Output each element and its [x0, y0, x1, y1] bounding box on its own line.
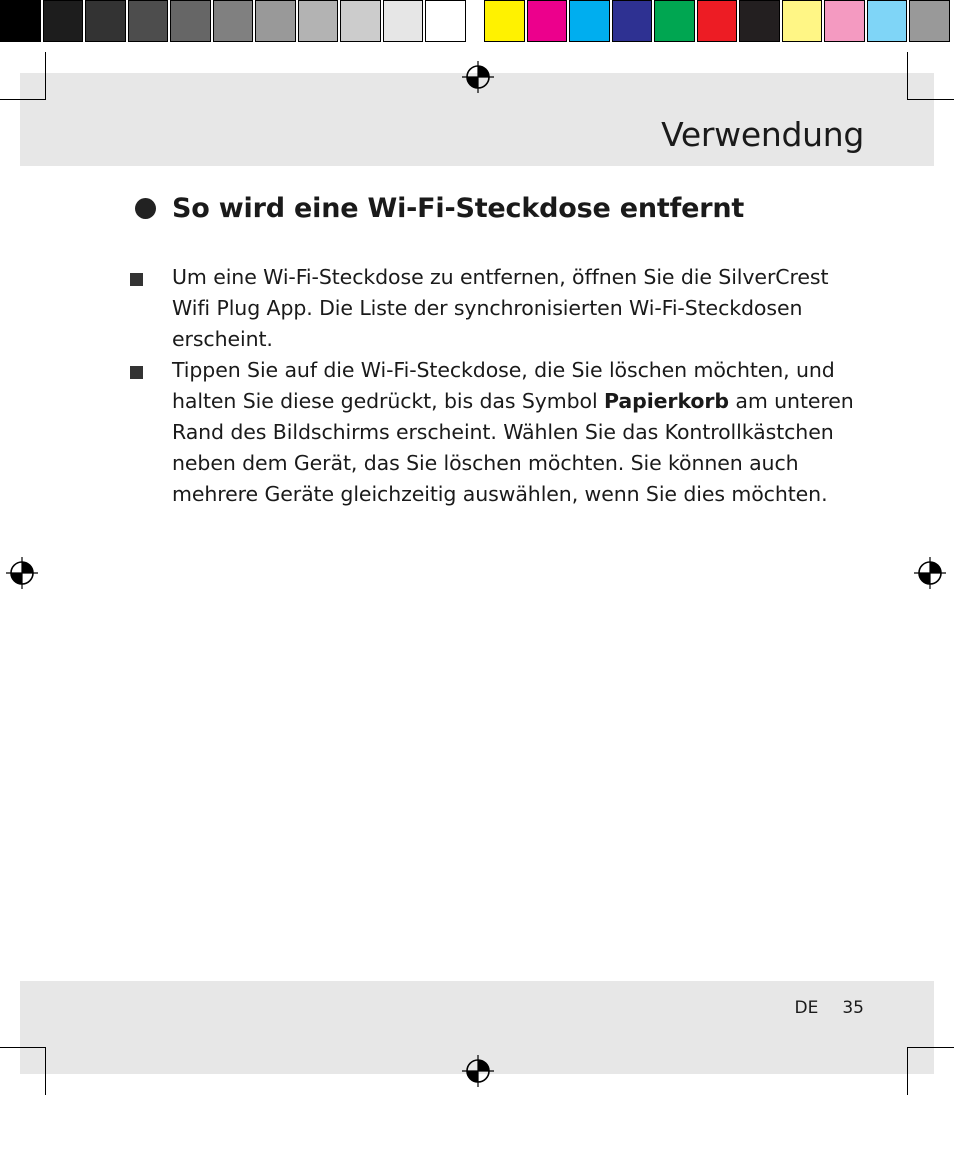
emphasized-term: Papierkorb — [604, 389, 729, 413]
crop-mark — [907, 99, 954, 100]
color-swatch — [213, 0, 254, 42]
section-heading — [135, 193, 744, 224]
color-swatch — [824, 0, 865, 42]
color-swatch — [128, 0, 169, 42]
list-item-text-part: Tippen Sie auf die Wi-Fi-Steckdose, die Sie löschen möchten, und halten Sie diese gedrückt, bis das Symbol — [172, 358, 835, 413]
list-item — [130, 262, 870, 355]
color-swatch — [612, 0, 653, 42]
color-swatch — [782, 0, 823, 42]
list-item-text-part: am unteren Rand des Bildschirms erscheint. Wählen Sie das Kontrollkästchen neben dem Gerät, das Sie löschen möchten. Sie können auch mehrere Geräte gleichzeitig auswählen, wenn Sie dies möchten. — [172, 389, 854, 506]
language-code: DE — [794, 998, 819, 1018]
registration-mark-icon — [6, 557, 38, 589]
color-swatch — [569, 0, 610, 42]
gray-color-bar — [0, 0, 468, 46]
crop-mark — [0, 1047, 46, 1048]
color-swatch — [527, 0, 568, 42]
crop-mark — [45, 52, 46, 100]
list-item-text: Um eine Wi-Fi-Steckdose zu entfernen, öffnen Sie die SilverCrest Wifi Plug App. Die Liste der synchronisierten Wi-Fi-Steckdosen erscheint. — [172, 265, 829, 351]
crop-mark — [45, 1047, 46, 1095]
square-bullet-icon — [130, 273, 143, 286]
square-bullet-icon — [130, 366, 143, 379]
page-title: Verwendung — [661, 115, 864, 154]
crop-mark — [907, 1047, 954, 1048]
color-swatch — [654, 0, 695, 42]
color-swatch — [298, 0, 339, 42]
color-swatch — [867, 0, 908, 42]
color-swatch — [340, 0, 381, 42]
color-swatch — [697, 0, 738, 42]
crop-mark — [907, 1047, 908, 1095]
color-swatch — [85, 0, 126, 42]
registration-mark-icon — [914, 557, 946, 589]
circle-bullet-icon — [135, 198, 156, 219]
registration-mark-icon — [462, 1055, 494, 1087]
color-swatch — [0, 0, 41, 42]
crop-mark — [0, 99, 46, 100]
page-footer — [795, 998, 864, 1018]
color-swatch — [739, 0, 780, 42]
instruction-list — [130, 262, 870, 510]
color-swatch — [255, 0, 296, 42]
color-swatch — [43, 0, 84, 42]
registration-mark-icon — [462, 61, 494, 93]
color-swatch — [383, 0, 424, 42]
process-color-bar — [484, 0, 952, 46]
color-swatch — [484, 0, 525, 42]
color-swatch — [170, 0, 211, 42]
list-item — [130, 355, 870, 510]
list-item-text — [172, 355, 870, 510]
color-swatch — [425, 0, 466, 42]
color-swatch — [909, 0, 950, 42]
page-number: 35 — [842, 998, 864, 1018]
crop-mark — [907, 52, 908, 100]
section-title: So wird eine Wi-Fi-Steckdose entfernt — [172, 193, 745, 224]
